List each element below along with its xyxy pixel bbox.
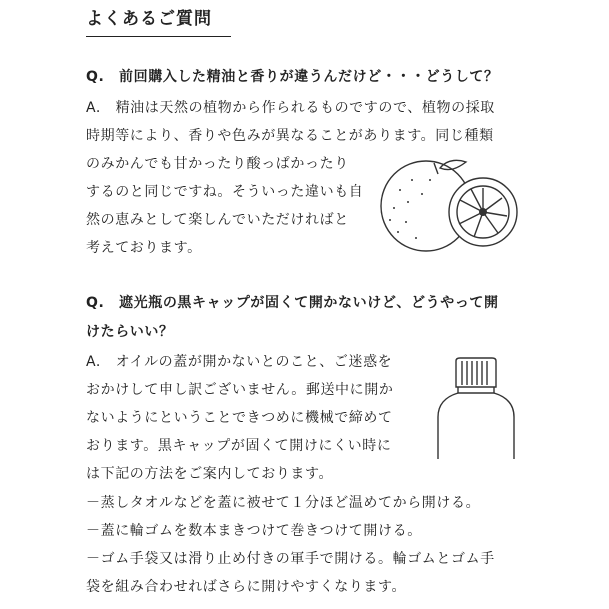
faq-2-answer-line: おかけして申し訳ございません。郵送中に開か <box>86 382 394 398</box>
faq-2-answer-line: おります。黒キャップが固くて開けにくい時に <box>86 438 392 454</box>
faq-1-answer-line: 考えております。 <box>86 240 202 256</box>
faq-2-question: けたらいい？ <box>86 324 174 340</box>
faq-1-question: Q. 前回購入した精油と香りが違うんだけど・・・どうして？ <box>86 69 499 85</box>
faq-1-answer-line: A. 精油は天然の植物から作られるものですので、植物の採取 <box>86 100 495 116</box>
faq-1-answer-line: のみかんでも甘かったり酸っぱかったり <box>86 156 349 172</box>
faq-1-answer-line: 時期等により、香りや色みが異なることがあります。同じ種類 <box>86 128 494 144</box>
faq-2-question: Q. 遮光瓶の黒キャップが固くて開かないけど、どうやって開 <box>86 295 499 311</box>
faq-2-answer-line: －蒸しタオルなどを蓋に被せて１分ほど温めてから開ける。 <box>86 495 481 511</box>
faq-2-answer-line: －ゴム手袋又は滑り止め付きの軍手で開ける。輪ゴムとゴム手 <box>86 551 495 567</box>
faq-2-answer-line: は下記の方法をご案内しております。 <box>86 466 334 482</box>
page-title-block <box>86 8 231 37</box>
orange-icon <box>368 150 520 262</box>
faq-1-answer-line: するのと同じですね。そういった違いも自 <box>86 184 364 200</box>
faq-2-answer-line: ないようにということできつめに機械で締めて <box>86 410 393 426</box>
page-title: よくあるご質問 <box>86 9 212 29</box>
faq-2-answer-line: 袋を組み合わせればさらに開けやすくなります。 <box>86 579 407 595</box>
faq-2-answer-line: －蓋に輪ゴムを数本まきつけて巻きつけて開ける。 <box>86 523 422 539</box>
faq-2-answer-line: A. オイルの蓋が開かないとのこと、ご迷惑を <box>86 354 393 370</box>
faq-1-answer-line: 然の恵みとして楽しんでいただければと <box>86 212 349 228</box>
bottle-icon <box>432 355 518 459</box>
